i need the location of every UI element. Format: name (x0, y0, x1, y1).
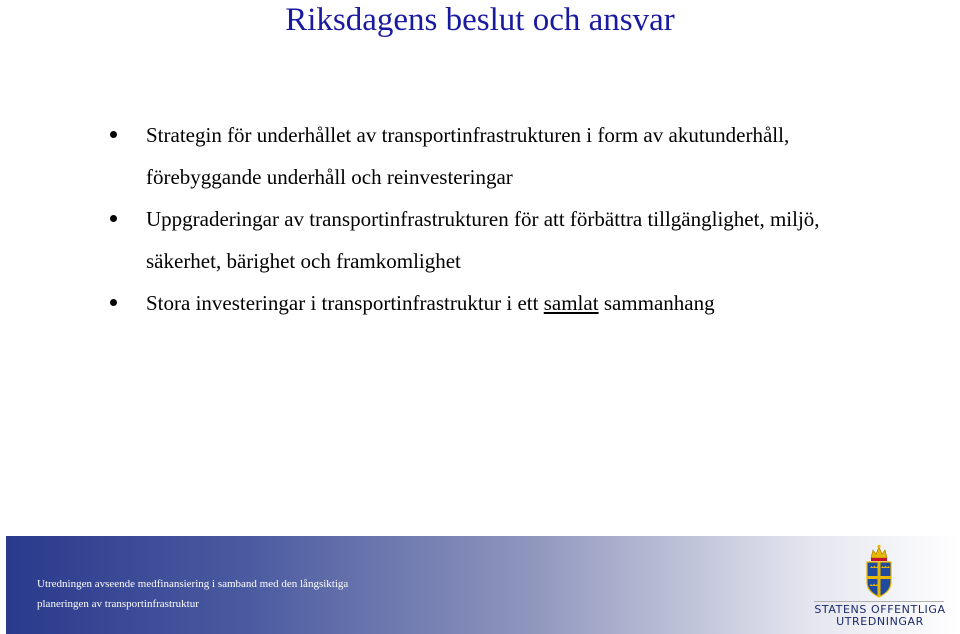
bullet-text-underlined: samlat (543, 291, 599, 315)
bullet-item (108, 114, 898, 198)
logo-divider (814, 601, 944, 602)
bullet-dot-icon (110, 215, 117, 222)
bullet-text-after: sammanhang (598, 291, 715, 315)
bullet-list (108, 114, 898, 324)
bullet-text: Uppgraderingar av transportinfrastrukturen för att förbättra tillgänglighet, miljö, säkerhet, bärighet och framkomlighet (146, 207, 820, 273)
bullet-text: Strategin för underhållet av transportinfrastrukturen i form av akutunderhåll, förebyggande underhåll och reinvesteringar (146, 123, 790, 189)
footer-bar (6, 536, 960, 634)
footer-caption: Utredningen avseende medfinansiering i samband med den långsiktiga planeringen av transportinfrastruktur (37, 578, 349, 610)
logo-text-line2: UTREDNINGAR (836, 615, 924, 628)
bullet-dot-icon (110, 299, 117, 306)
bullet-text-before: Stora investeringar i transportinfrastruktur i ett (146, 291, 544, 315)
bullet-item (108, 198, 898, 282)
sou-logo (810, 544, 950, 630)
swedish-crest-icon (861, 544, 897, 600)
bullet-dot-icon (110, 131, 117, 138)
logo-text-line1: STATENS OFFENTLIGA (814, 603, 946, 616)
slide-title: Riksdagens beslut och ansvar (285, 2, 675, 38)
bullet-item (108, 282, 898, 324)
